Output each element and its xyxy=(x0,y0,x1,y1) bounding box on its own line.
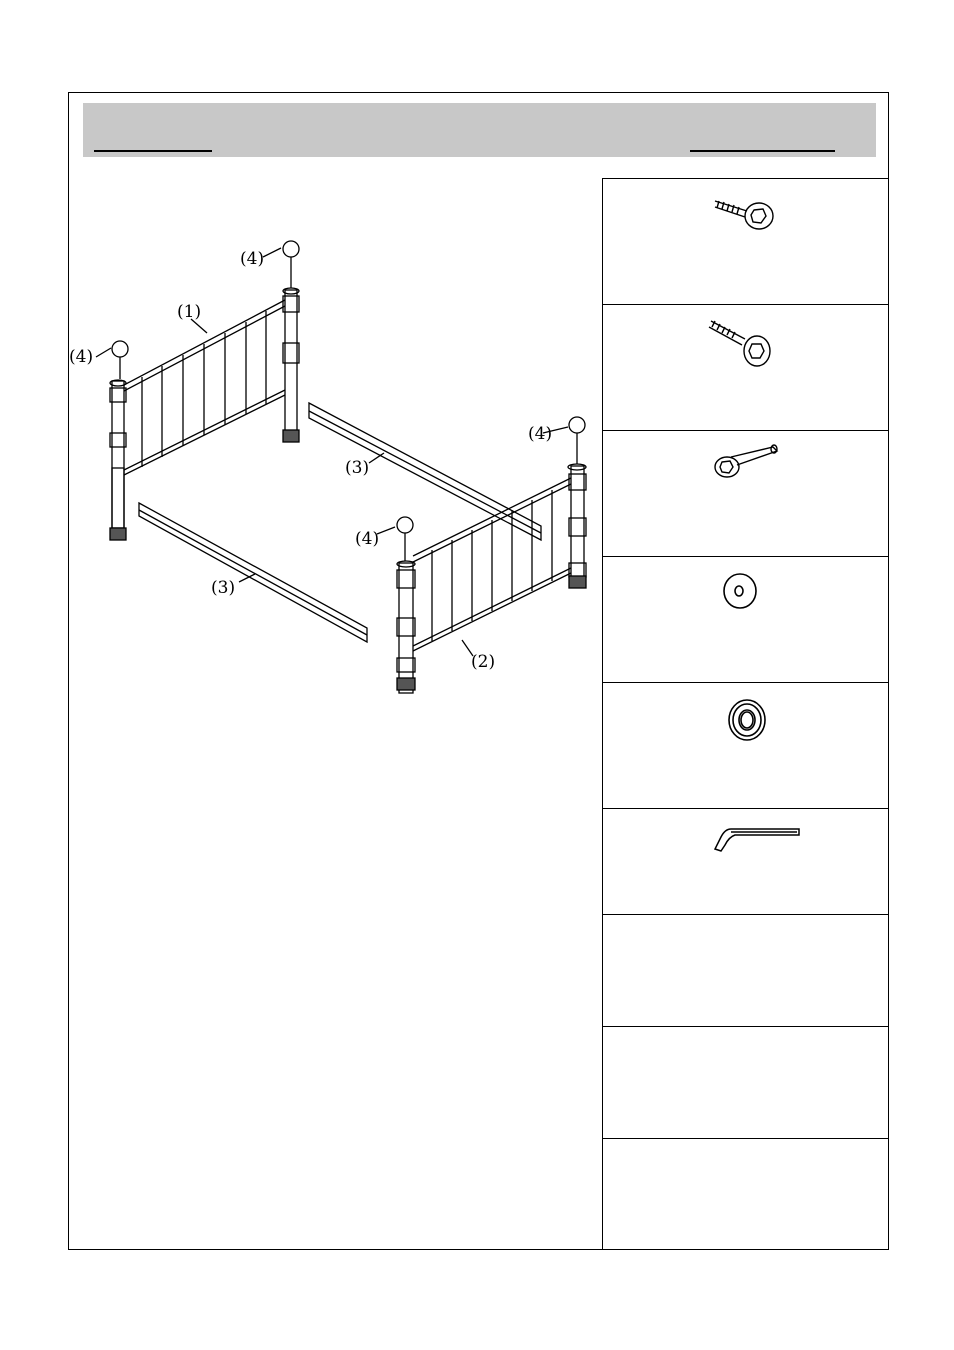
bolt-long-icon xyxy=(707,313,777,371)
footboard-left-post xyxy=(397,561,415,693)
bolt-short-icon xyxy=(711,193,783,233)
hardware-cell-1 xyxy=(603,179,889,305)
flat-washer-icon xyxy=(720,571,760,611)
header-underline-right xyxy=(690,150,835,152)
pin-bolt-icon xyxy=(711,443,781,483)
bed-assembly-diagram xyxy=(69,178,602,718)
header-underline-left xyxy=(94,150,212,152)
hardware-cell-5 xyxy=(603,683,889,809)
callout-footboard: (2) xyxy=(471,652,496,672)
callout-side-rail-front: (3) xyxy=(211,578,236,598)
hardware-cell-6 xyxy=(603,809,889,915)
hardware-cell-8 xyxy=(603,1027,889,1139)
footboard-right-post xyxy=(568,464,586,588)
hardware-cell-9 xyxy=(603,1139,889,1251)
hardware-cell-2 xyxy=(603,305,889,431)
hardware-cell-7 xyxy=(603,915,889,1027)
allen-key-icon xyxy=(711,823,803,857)
hardware-cell-4 xyxy=(603,557,889,683)
header-bar xyxy=(83,103,876,157)
hardware-cell-3 xyxy=(603,431,889,557)
callout-finial-c: (4) xyxy=(528,424,553,444)
callout-finial-d: (4) xyxy=(355,529,380,549)
headboard-left-post xyxy=(110,380,126,540)
headboard-right-post xyxy=(283,288,299,442)
callout-headboard: (1) xyxy=(177,302,202,322)
hardware-list xyxy=(602,178,889,1250)
callout-side-rail-back: (3) xyxy=(345,458,370,478)
lock-washer-icon xyxy=(725,697,771,745)
callout-finial-b: (4) xyxy=(69,347,94,367)
callout-finial-a: (4) xyxy=(240,249,265,269)
